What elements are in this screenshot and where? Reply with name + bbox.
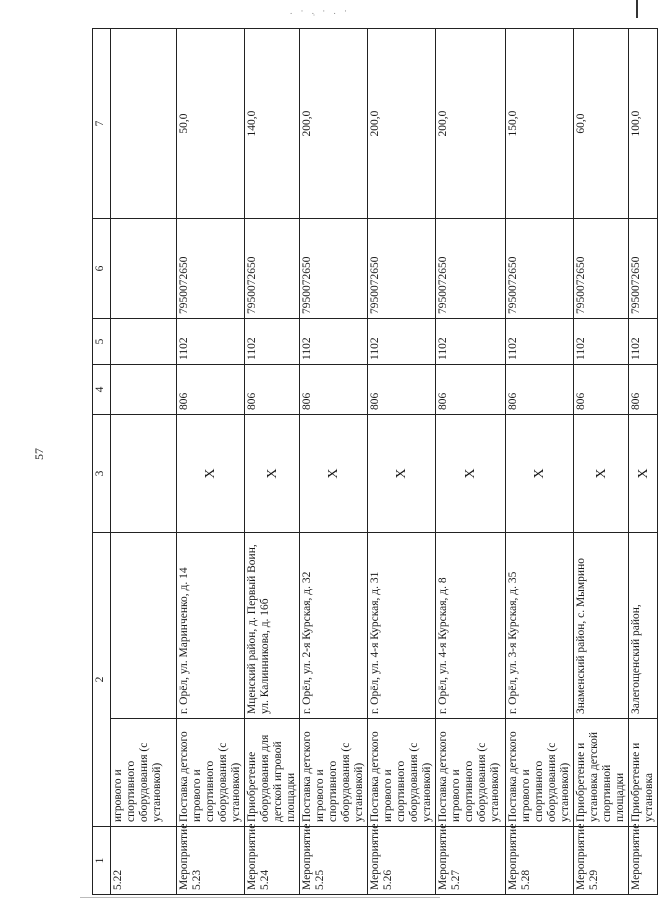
event-number: Мероприятие	[629, 827, 658, 895]
table-row	[111, 29, 177, 895]
header-cell: 4	[93, 365, 111, 415]
code-cell: 806	[436, 365, 506, 415]
event-name: игрового и спортивного оборудования (с установкой)	[111, 719, 177, 827]
code-cell: 7950072650	[245, 219, 300, 319]
header-row	[93, 29, 111, 895]
code-cell: 1102	[574, 319, 629, 365]
amount-cell: 50,0	[177, 29, 245, 219]
event-number: Мероприятие 5.23	[177, 827, 245, 895]
code-cell	[111, 319, 177, 365]
x-mark: X	[245, 415, 300, 533]
event-name: Поставка детского игрового и спортивного оборудования (с установкой)	[436, 719, 506, 827]
code-cell: 806	[506, 365, 574, 415]
x-mark: X	[177, 415, 245, 533]
header-cell: 3	[93, 415, 111, 533]
table-row	[177, 29, 245, 895]
scan-edge-mark	[636, 0, 638, 18]
table-row	[368, 29, 436, 895]
amount-cell	[111, 29, 177, 219]
event-number: Мероприятие 5.25	[300, 827, 368, 895]
amount-cell: 100,0	[629, 29, 658, 219]
header-cell: 5	[93, 319, 111, 365]
event-name: Поставка детского игрового и спортивного оборудования (с установкой)	[177, 719, 245, 827]
event-name: Поставка детского игрового и спортивного оборудования (с установкой)	[506, 719, 574, 827]
event-address: г. Орёл, ул. 2-я Курская, д. 32	[300, 533, 368, 719]
code-cell: 1102	[629, 319, 658, 365]
table-row	[629, 29, 658, 895]
code-cell: 806	[177, 365, 245, 415]
table-row	[436, 29, 506, 895]
code-cell: 7950072650	[368, 219, 436, 319]
event-address: г. Орёл, ул. 4-я Курская, д. 8	[436, 533, 506, 719]
code-cell: 806	[574, 365, 629, 415]
code-cell: 1102	[177, 319, 245, 365]
x-mark: X	[574, 415, 629, 533]
event-name: Приобретение оборудования для детской игровой площадки	[245, 719, 300, 827]
x-mark: X	[629, 415, 658, 533]
code-cell: 7950072650	[300, 219, 368, 319]
event-address: Знаменский район, с. Мымрино	[574, 533, 629, 719]
code-cell	[111, 365, 177, 415]
event-name: Поставка детского игрового и спортивного оборудования (с установкой)	[300, 719, 368, 827]
event-address	[111, 533, 177, 719]
event-number: Мероприятие 5.29	[574, 827, 629, 895]
page-number: 57	[32, 448, 46, 460]
event-address: Залегощенский район,	[629, 533, 658, 719]
event-number: Мероприятие 5.27	[436, 827, 506, 895]
scan-bottom-line	[80, 897, 440, 898]
event-name: Приобретение и установка детской спортивной площадки	[574, 719, 629, 827]
table-row	[245, 29, 300, 895]
event-address: г. Орёл, ул. 3-я Курская, д. 35	[506, 533, 574, 719]
code-cell: 806	[368, 365, 436, 415]
x-mark: X	[368, 415, 436, 533]
amount-cell: 200,0	[368, 29, 436, 219]
code-cell: 1102	[506, 319, 574, 365]
code-cell: 7950072650	[436, 219, 506, 319]
amount-cell: 140,0	[245, 29, 300, 219]
amount-cell: 200,0	[300, 29, 368, 219]
x-mark: X	[436, 415, 506, 533]
code-cell: 7950072650	[506, 219, 574, 319]
amount-cell: 60,0	[574, 29, 629, 219]
x-mark	[111, 415, 177, 533]
code-cell: 806	[300, 365, 368, 415]
amount-cell: 200,0	[436, 29, 506, 219]
event-address: г. Орёл, ул. 4-я Курская, д. 31	[368, 533, 436, 719]
table-row	[506, 29, 574, 895]
code-cell	[111, 219, 177, 319]
code-cell: 806	[629, 365, 658, 415]
code-cell: 7950072650	[629, 219, 658, 319]
header-cell: 6	[93, 219, 111, 319]
event-number: Мероприятие 5.28	[506, 827, 574, 895]
event-number: Мероприятие 5.24	[245, 827, 300, 895]
budget-table	[92, 28, 658, 895]
header-cell: 1	[93, 827, 111, 895]
code-cell: 7950072650	[574, 219, 629, 319]
event-name: Приобретение и установка	[629, 719, 658, 827]
x-mark: X	[506, 415, 574, 533]
amount-cell: 150,0	[506, 29, 574, 219]
event-number: Мероприятие 5.26	[368, 827, 436, 895]
code-cell: 806	[245, 365, 300, 415]
table-row	[300, 29, 368, 895]
x-mark: X	[300, 415, 368, 533]
table-row	[574, 29, 629, 895]
event-name: Поставка детского игрового и спортивного оборудования (с установкой)	[368, 719, 436, 827]
header-cell: 2	[93, 533, 111, 827]
event-number: 5.22	[111, 827, 177, 895]
event-address: Мценский район, д. Первый Воин, ул. Калинникова, д. 16б	[245, 533, 300, 719]
code-cell: 1102	[368, 319, 436, 365]
code-cell: 7950072650	[177, 219, 245, 319]
header-cell: 7	[93, 29, 111, 219]
scan-noise-marks: . · .̣ · . ·	[290, 6, 350, 16]
code-cell: 1102	[436, 319, 506, 365]
code-cell: 1102	[300, 319, 368, 365]
rotated-page	[92, 29, 655, 895]
event-address: г. Орёл, ул. Маринченко, д. 14	[177, 533, 245, 719]
code-cell: 1102	[245, 319, 300, 365]
